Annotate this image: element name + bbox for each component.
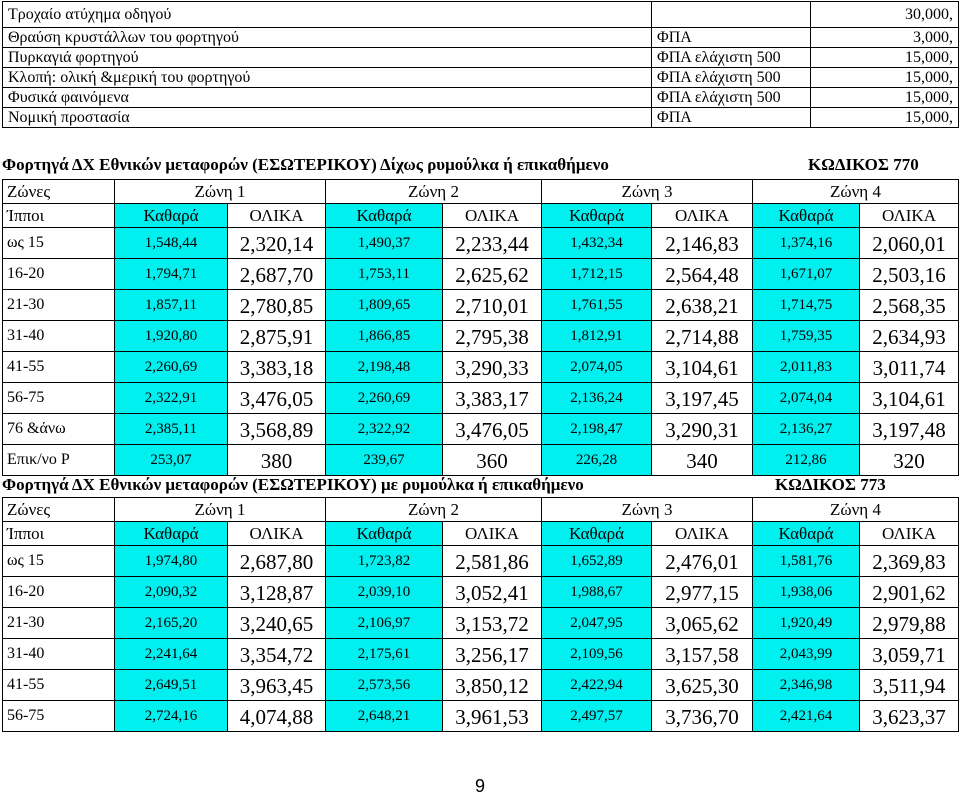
- page-number: 9: [474, 776, 485, 796]
- net-premium: 2,322,91: [115, 383, 228, 414]
- coverage-basis: ΦΠΑ ελάχιστη 500: [652, 68, 811, 88]
- net-header: Καθαρά: [326, 522, 443, 546]
- total-premium: 2,146,83: [652, 228, 753, 259]
- net-premium: 2,573,56: [326, 670, 443, 701]
- rate-row: [3, 352, 959, 383]
- total-premium: 3,736,70: [652, 701, 753, 732]
- zone-header: Ζώνη 2: [326, 498, 542, 522]
- total-premium: 3,511,94: [860, 670, 959, 701]
- net-header: Καθαρά: [753, 204, 860, 228]
- rate-row: [3, 414, 959, 445]
- net-premium: 2,198,47: [542, 414, 652, 445]
- total-premium: 380: [228, 445, 326, 476]
- net-premium: 212,86: [753, 445, 860, 476]
- net-premium: 1,974,80: [115, 546, 228, 577]
- horsepower-range: 41-55: [3, 352, 115, 383]
- total-premium: 3,568,89: [228, 414, 326, 445]
- horsepower-label: Ίπποι: [3, 522, 115, 546]
- total-premium: 3,961,53: [443, 701, 542, 732]
- total-header: ΟΛΙΚΑ: [860, 204, 959, 228]
- net-premium: 1,753,11: [326, 259, 443, 290]
- total-premium: 3,011,74: [860, 352, 959, 383]
- rate-row: [3, 228, 959, 259]
- net-premium: 2,260,69: [115, 352, 228, 383]
- total-premium: 2,687,70: [228, 259, 326, 290]
- horsepower-range: ως 15: [3, 228, 115, 259]
- total-premium: 3,850,12: [443, 670, 542, 701]
- net-premium: 2,106,97: [326, 608, 443, 639]
- zone-header: Ζώνη 1: [115, 498, 326, 522]
- net-header: Καθαρά: [753, 522, 860, 546]
- coverage-row: [3, 48, 959, 68]
- coverage-basis: ΦΠΑ: [652, 28, 811, 48]
- rate-row: [3, 639, 959, 670]
- coverage-amount: 15,000,: [811, 68, 959, 88]
- total-header: ΟΛΙΚΑ: [443, 204, 542, 228]
- zone-header: Ζώνη 4: [753, 180, 959, 204]
- total-premium: 2,795,38: [443, 321, 542, 352]
- coverage-name: Κλοπή: ολική &μερική του φορτηγού: [3, 68, 652, 88]
- zones-header-row: [3, 498, 959, 522]
- total-premium: 3,128,87: [228, 577, 326, 608]
- total-premium: 320: [860, 445, 959, 476]
- rate-row: [3, 608, 959, 639]
- rate-row: [3, 290, 959, 321]
- zone-header: Ζώνη 1: [115, 180, 326, 204]
- rate-row: [3, 383, 959, 414]
- section-title-text: Φορτηγά ΔΧ Εθνικών μεταφορών (ΕΣΩΤΕΡΙΚΟΥ) με ρυμούλκα ή επικαθήμενο: [2, 475, 584, 494]
- net-premium: 1,794,71: [115, 259, 228, 290]
- net-header: Καθαρά: [542, 204, 652, 228]
- net-premium: 2,109,56: [542, 639, 652, 670]
- net-premium: 2,047,95: [542, 608, 652, 639]
- total-premium: 4,074,88: [228, 701, 326, 732]
- coverage-name: Πυρκαγιά φορτηγού: [3, 48, 652, 68]
- coverage-row: [3, 88, 959, 108]
- total-premium: 3,963,45: [228, 670, 326, 701]
- horsepower-range: 21-30: [3, 290, 115, 321]
- coverage-row: [3, 2, 959, 28]
- coverage-basis: ΦΠΑ ελάχιστη 500: [652, 88, 811, 108]
- horsepower-label: Ίπποι: [3, 204, 115, 228]
- horsepower-range: 31-40: [3, 321, 115, 352]
- net-premium: 2,074,04: [753, 383, 860, 414]
- total-premium: 3,476,05: [443, 414, 542, 445]
- net-header: Καθαρά: [326, 204, 443, 228]
- horsepower-range: 76 &άνω: [3, 414, 115, 445]
- zone-header: Ζώνη 3: [542, 180, 753, 204]
- total-premium: 2,060,01: [860, 228, 959, 259]
- net-premium: 1,761,55: [542, 290, 652, 321]
- net-premium: 2,043,99: [753, 639, 860, 670]
- horsepower-range: 56-75: [3, 701, 115, 732]
- net-premium: 1,857,11: [115, 290, 228, 321]
- column-header-row: [3, 204, 959, 228]
- coverage-amount: 15,000,: [811, 108, 959, 128]
- net-premium: 2,198,48: [326, 352, 443, 383]
- zones-label: Ζώνες: [3, 498, 115, 522]
- rate-row: [3, 577, 959, 608]
- coverage-row: [3, 68, 959, 88]
- section-title-773: [2, 475, 950, 495]
- net-premium: 1,809,65: [326, 290, 443, 321]
- coverage-basis: [652, 2, 811, 28]
- total-premium: 2,710,01: [443, 290, 542, 321]
- net-premium: 1,652,89: [542, 546, 652, 577]
- total-premium: 2,476,01: [652, 546, 753, 577]
- horsepower-range: 41-55: [3, 670, 115, 701]
- net-premium: 1,759,35: [753, 321, 860, 352]
- total-premium: 3,290,31: [652, 414, 753, 445]
- horsepower-range: 31-40: [3, 639, 115, 670]
- net-premium: 1,432,34: [542, 228, 652, 259]
- total-premium: 2,634,93: [860, 321, 959, 352]
- zone-header: Ζώνη 4: [753, 498, 959, 522]
- net-premium: 1,548,44: [115, 228, 228, 259]
- total-premium: 3,240,65: [228, 608, 326, 639]
- net-premium: 226,28: [542, 445, 652, 476]
- coverage-amount: 15,000,: [811, 88, 959, 108]
- total-premium: 2,638,21: [652, 290, 753, 321]
- total-premium: 3,256,17: [443, 639, 542, 670]
- total-premium: 3,383,17: [443, 383, 542, 414]
- total-premium: 3,052,41: [443, 577, 542, 608]
- total-premium: 2,581,86: [443, 546, 542, 577]
- total-header: ΟΛΙΚΑ: [860, 522, 959, 546]
- total-premium: 2,714,88: [652, 321, 753, 352]
- net-premium: 1,988,67: [542, 577, 652, 608]
- total-premium: 3,383,18: [228, 352, 326, 383]
- total-header: ΟΛΙΚΑ: [652, 204, 753, 228]
- net-premium: 2,422,94: [542, 670, 652, 701]
- rate-table-773: [2, 497, 959, 732]
- total-premium: 3,153,72: [443, 608, 542, 639]
- horsepower-range: 16-20: [3, 259, 115, 290]
- net-premium: 1,920,49: [753, 608, 860, 639]
- total-premium: 3,197,45: [652, 383, 753, 414]
- coverage-row: [3, 28, 959, 48]
- zone-header: Ζώνη 2: [326, 180, 542, 204]
- total-premium: 2,568,35: [860, 290, 959, 321]
- total-premium: 2,503,16: [860, 259, 959, 290]
- coverage-row: [3, 108, 959, 128]
- net-premium: 2,260,69: [326, 383, 443, 414]
- total-premium: 3,476,05: [228, 383, 326, 414]
- net-premium: 2,074,05: [542, 352, 652, 383]
- total-premium: 3,157,58: [652, 639, 753, 670]
- total-premium: 2,979,88: [860, 608, 959, 639]
- net-premium: 1,712,15: [542, 259, 652, 290]
- total-premium: 3,065,62: [652, 608, 753, 639]
- net-premium: 2,136,24: [542, 383, 652, 414]
- coverage-name: Φυσικά φαινόμενα: [3, 88, 652, 108]
- total-premium: 360: [443, 445, 542, 476]
- coverage-basis: ΦΠΑ ελάχιστη 500: [652, 48, 811, 68]
- net-premium: 239,67: [326, 445, 443, 476]
- net-premium: 2,136,27: [753, 414, 860, 445]
- net-premium: 1,671,07: [753, 259, 860, 290]
- coverage-name: Θραύση κρυστάλλων του φορτηγού: [3, 28, 652, 48]
- net-premium: 2,724,16: [115, 701, 228, 732]
- total-premium: 2,687,80: [228, 546, 326, 577]
- net-premium: 2,497,57: [542, 701, 652, 732]
- net-premium: 2,346,98: [753, 670, 860, 701]
- total-header: ΟΛΙΚΑ: [652, 522, 753, 546]
- rate-row: [3, 445, 959, 476]
- total-premium: 3,104,61: [652, 352, 753, 383]
- net-premium: 1,812,91: [542, 321, 652, 352]
- net-premium: 2,011,83: [753, 352, 860, 383]
- horsepower-range: ως 15: [3, 546, 115, 577]
- coverage-basis: ΦΠΑ: [652, 108, 811, 128]
- total-premium: 2,625,62: [443, 259, 542, 290]
- coverage-amount: 3,000,: [811, 28, 959, 48]
- total-premium: 2,977,15: [652, 577, 753, 608]
- section-title-text: Φορτηγά ΔΧ Εθνικών μεταφορών (ΕΣΩΤΕΡΙΚΟΥ) Δίχως ρυμούλκα ή επικαθήμενο: [2, 155, 609, 174]
- total-header: ΟΛΙΚΑ: [228, 522, 326, 546]
- section-title-770: [2, 155, 950, 175]
- section-code: ΚΩΔΙΚΟΣ 770: [808, 155, 919, 174]
- total-premium: 2,320,14: [228, 228, 326, 259]
- total-premium: 2,780,85: [228, 290, 326, 321]
- net-premium: 253,07: [115, 445, 228, 476]
- total-premium: 2,901,62: [860, 577, 959, 608]
- total-premium: 3,354,72: [228, 639, 326, 670]
- rate-row: [3, 670, 959, 701]
- total-premium: 2,875,91: [228, 321, 326, 352]
- net-premium: 1,920,80: [115, 321, 228, 352]
- total-premium: 3,290,33: [443, 352, 542, 383]
- net-premium: 2,421,64: [753, 701, 860, 732]
- net-premium: 2,039,10: [326, 577, 443, 608]
- net-premium: 2,241,64: [115, 639, 228, 670]
- total-premium: 3,104,61: [860, 383, 959, 414]
- net-premium: 2,649,51: [115, 670, 228, 701]
- rate-row: [3, 546, 959, 577]
- rate-row: [3, 259, 959, 290]
- coverage-name: Νομική προστασία: [3, 108, 652, 128]
- net-premium: 2,165,20: [115, 608, 228, 639]
- net-premium: 2,175,61: [326, 639, 443, 670]
- total-header: ΟΛΙΚΑ: [228, 204, 326, 228]
- coverage-name: Τροχαίο ατύχημα οδηγού: [3, 2, 652, 28]
- net-premium: 1,581,76: [753, 546, 860, 577]
- rate-table-770: [2, 179, 959, 476]
- total-premium: 340: [652, 445, 753, 476]
- total-premium: 3,623,37: [860, 701, 959, 732]
- coverage-table: [2, 1, 959, 128]
- coverage-amount: 15,000,: [811, 48, 959, 68]
- column-header-row: [3, 522, 959, 546]
- net-premium: 1,490,37: [326, 228, 443, 259]
- total-premium: 3,059,71: [860, 639, 959, 670]
- total-premium: 3,197,48: [860, 414, 959, 445]
- net-premium: 1,723,82: [326, 546, 443, 577]
- rate-row: [3, 321, 959, 352]
- net-premium: 1,374,16: [753, 228, 860, 259]
- rate-row: [3, 701, 959, 732]
- section-code: ΚΩΔΙΚΟΣ 773: [775, 475, 886, 494]
- total-premium: 2,564,48: [652, 259, 753, 290]
- net-header: Καθαρά: [115, 522, 228, 546]
- net-premium: 1,866,85: [326, 321, 443, 352]
- zones-header-row: [3, 180, 959, 204]
- total-premium: 2,369,83: [860, 546, 959, 577]
- coverage-amount: 30,000,: [811, 2, 959, 28]
- horsepower-range: 21-30: [3, 608, 115, 639]
- net-premium: 1,938,06: [753, 577, 860, 608]
- net-header: Καθαρά: [115, 204, 228, 228]
- horsepower-range: 56-75: [3, 383, 115, 414]
- net-premium: 2,322,92: [326, 414, 443, 445]
- total-header: ΟΛΙΚΑ: [443, 522, 542, 546]
- total-premium: 3,625,30: [652, 670, 753, 701]
- net-header: Καθαρά: [542, 522, 652, 546]
- zones-label: Ζώνες: [3, 180, 115, 204]
- horsepower-range: Επικ/νο Ρ: [3, 445, 115, 476]
- zone-header: Ζώνη 3: [542, 498, 753, 522]
- horsepower-range: 16-20: [3, 577, 115, 608]
- net-premium: 2,090,32: [115, 577, 228, 608]
- net-premium: 2,385,11: [115, 414, 228, 445]
- net-premium: 1,714,75: [753, 290, 860, 321]
- total-premium: 2,233,44: [443, 228, 542, 259]
- net-premium: 2,648,21: [326, 701, 443, 732]
